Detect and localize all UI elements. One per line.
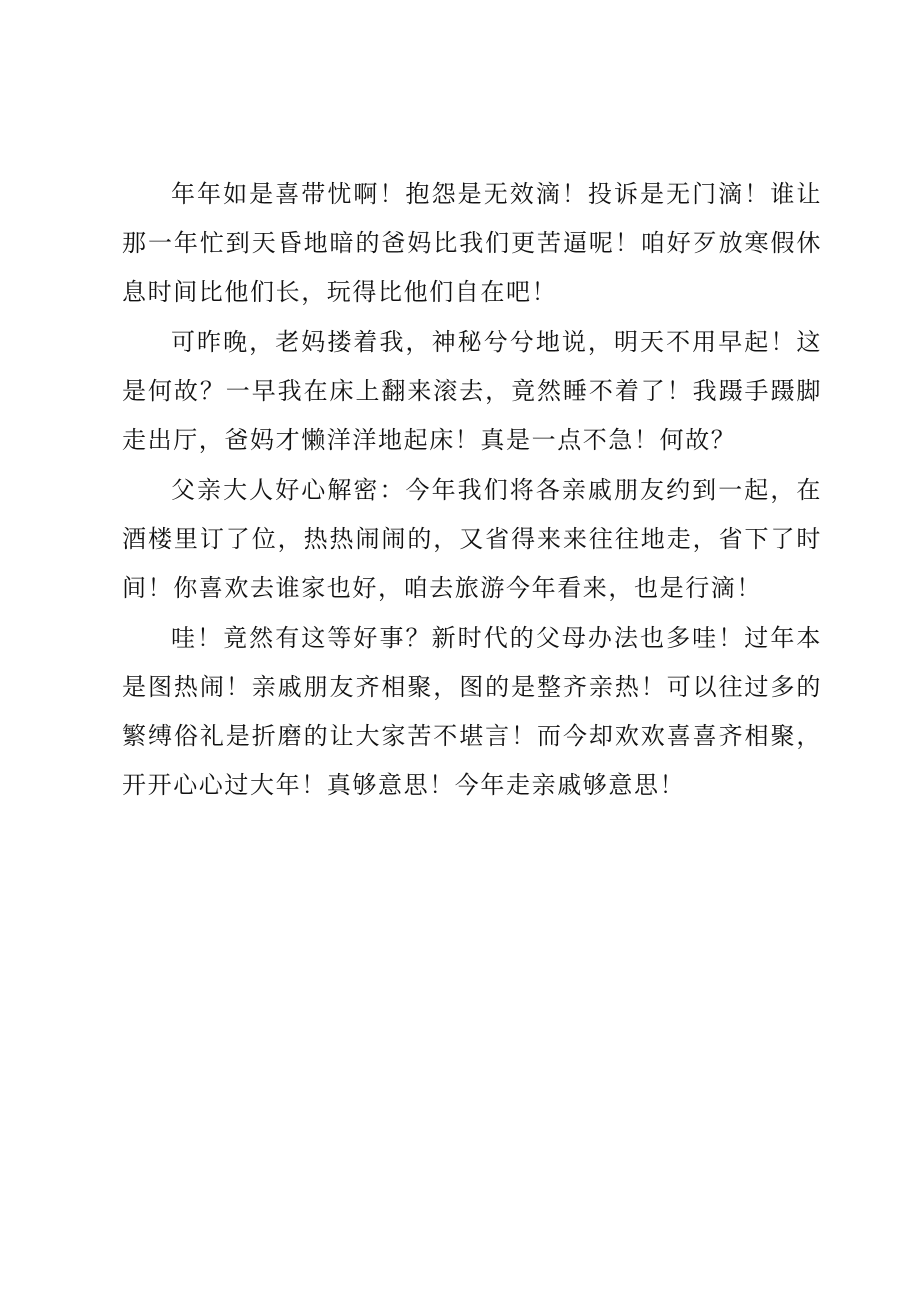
paragraph-3: 父亲大人好心解密：今年我们将各亲戚朋友约到一起，在酒楼里订了位，热热闹闹的，又省得来来往往地走，省下了时间！你喜欢去谁家也好，咱去旅游今年看来，也是行滴！ [122,476,822,602]
paragraph-2: 可昨晚，老妈搂着我，神秘兮兮地说，明天不用早起！这是何故？一早我在床上翻来滚去，竟然睡不着了！我蹑手蹑脚走出厅，爸妈才懒洋洋地起床！真是一点不急！何故？ [122,328,822,454]
paragraph-1: 年年如是喜带忧啊！抱怨是无效滴！投诉是无门滴！谁让那一年忙到天昏地暗的爸妈比我们更苦逼呢！咱好歹放寒假休息时间比他们长，玩得比他们自在吧！ [122,180,822,306]
document-body [122,170,822,811]
paragraph-4: 哇！竟然有这等好事？新时代的父母办法也多哇！过年本是图热闹！亲戚朋友齐相聚，图的是整齐亲热！可以往过多的繁缚俗礼是折磨的让大家苦不堪言！而今却欢欢喜喜齐相聚，开开心心过大年！真够意思！今年走亲戚够意思！ [122,624,822,799]
